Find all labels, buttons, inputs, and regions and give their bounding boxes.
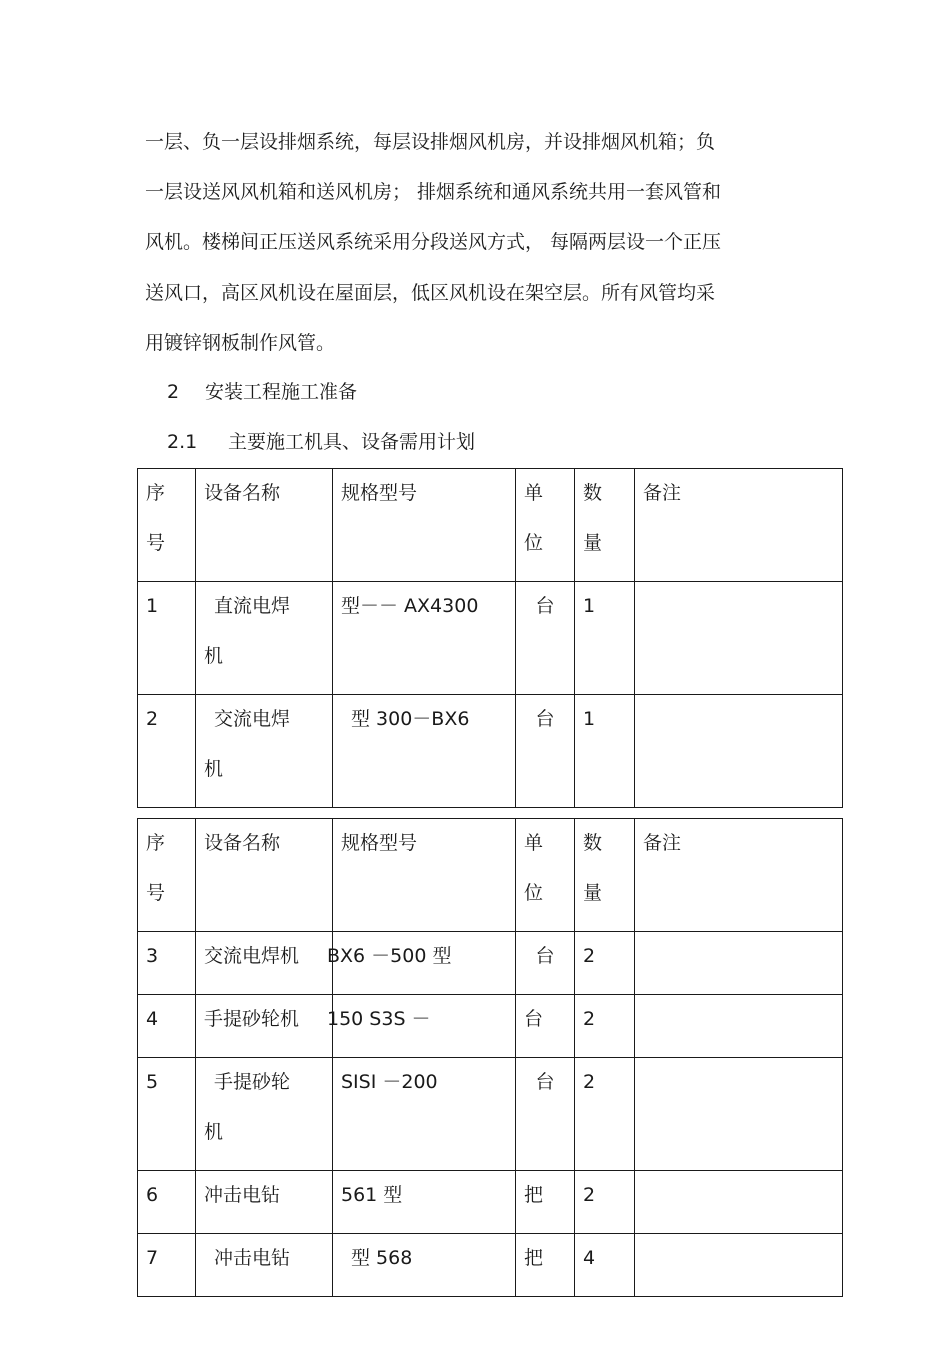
equipment-table-1 bbox=[137, 468, 843, 808]
header-name: 设备名称 bbox=[196, 819, 333, 932]
paragraph-line: 一层设送风风机箱和送风机房； 排烟系统和通风系统共用一套风管和 bbox=[145, 181, 722, 203]
cell-name: 交流电焊 机 bbox=[196, 695, 333, 808]
header-seq: 序 号 bbox=[138, 819, 196, 932]
cell-unit: 台 bbox=[516, 695, 575, 808]
header-qty: 数 量 bbox=[575, 469, 635, 582]
cell-name: 手提砂轮 机 bbox=[196, 1058, 333, 1171]
cell-seq: 3 bbox=[138, 932, 196, 995]
cell-spec: 型 568 bbox=[333, 1234, 516, 1297]
table-row bbox=[138, 995, 843, 1058]
cell-seq: 2 bbox=[138, 695, 196, 808]
section-number: 2 bbox=[167, 381, 180, 403]
cell-note bbox=[635, 1234, 843, 1297]
cell-seq: 4 bbox=[138, 995, 196, 1058]
cell-name: 冲击电钻 bbox=[196, 1171, 333, 1234]
cell-seq: 1 bbox=[138, 582, 196, 695]
cell-spec: SISI －200 bbox=[333, 1058, 516, 1171]
cell-seq: 7 bbox=[138, 1234, 196, 1297]
cell-spec: 561 型 bbox=[333, 1171, 516, 1234]
cell-qty: 2 bbox=[575, 932, 635, 995]
cell-note bbox=[635, 1058, 843, 1171]
cell-note bbox=[635, 1171, 843, 1234]
cell-note bbox=[635, 932, 843, 995]
subsection-title: 主要施工机具、设备需用计划 bbox=[228, 431, 476, 453]
header-note: 备注 bbox=[635, 819, 843, 932]
cell-unit: 把 bbox=[516, 1171, 575, 1234]
header-unit: 单 位 bbox=[516, 469, 575, 582]
cell-unit: 台 bbox=[516, 995, 575, 1058]
header-spec: 规格型号 bbox=[333, 469, 516, 582]
cell-name: 直流电焊 机 bbox=[196, 582, 333, 695]
table-header-row bbox=[138, 819, 843, 932]
cell-note bbox=[635, 582, 843, 695]
cell-seq: 6 bbox=[138, 1171, 196, 1234]
header-seq: 序 号 bbox=[138, 469, 196, 582]
cell-unit: 台 bbox=[516, 582, 575, 695]
table-row bbox=[138, 1234, 843, 1297]
paragraph-line: 一层、负一层设排烟系统，每层设排烟风机房，并设排烟风机箱；负 bbox=[145, 131, 716, 153]
cell-spec: 型－－ AX4300 bbox=[333, 582, 516, 695]
cell-spec: 型 300－BX6 bbox=[333, 695, 516, 808]
cell-qty: 2 bbox=[575, 1058, 635, 1171]
paragraph-line: 送风口，高区风机设在屋面层，低区风机设在架空层。所有风管均采 bbox=[145, 282, 716, 304]
subsection-number: 2.1 bbox=[167, 431, 198, 453]
cell-name: 冲击电钻 bbox=[196, 1234, 333, 1297]
paragraph-line: 用镀锌钢板制作风管。 bbox=[145, 332, 336, 354]
header-spec: 规格型号 bbox=[333, 819, 516, 932]
cell-spec: BX6 －500 型 bbox=[333, 932, 516, 995]
equipment-table-2 bbox=[137, 818, 843, 1297]
table-row bbox=[138, 1171, 843, 1234]
cell-unit: 台 bbox=[516, 932, 575, 995]
cell-note bbox=[635, 695, 843, 808]
cell-name: 交流电焊机 bbox=[196, 932, 333, 995]
table-row bbox=[138, 695, 843, 808]
cell-qty: 1 bbox=[575, 695, 635, 808]
cell-spec: 150 S3S － bbox=[333, 995, 516, 1058]
header-note: 备注 bbox=[635, 469, 843, 582]
table-row bbox=[138, 1058, 843, 1171]
table-header-row bbox=[138, 469, 843, 582]
cell-qty: 2 bbox=[575, 995, 635, 1058]
cell-seq: 5 bbox=[138, 1058, 196, 1171]
cell-qty: 1 bbox=[575, 582, 635, 695]
section-title: 安装工程施工准备 bbox=[205, 381, 358, 403]
header-unit: 单 位 bbox=[516, 819, 575, 932]
cell-unit: 台 bbox=[516, 1058, 575, 1171]
paragraph-line: 风机。楼梯间正压送风系统采用分段送风方式， 每隔两层设一个正压 bbox=[145, 231, 722, 253]
table-row bbox=[138, 932, 843, 995]
header-qty: 数 量 bbox=[575, 819, 635, 932]
cell-qty: 2 bbox=[575, 1171, 635, 1234]
cell-note bbox=[635, 995, 843, 1058]
cell-qty: 4 bbox=[575, 1234, 635, 1297]
cell-name: 手提砂轮机 bbox=[196, 995, 333, 1058]
header-name: 设备名称 bbox=[196, 469, 333, 582]
cell-unit: 把 bbox=[516, 1234, 575, 1297]
table-row bbox=[138, 582, 843, 695]
